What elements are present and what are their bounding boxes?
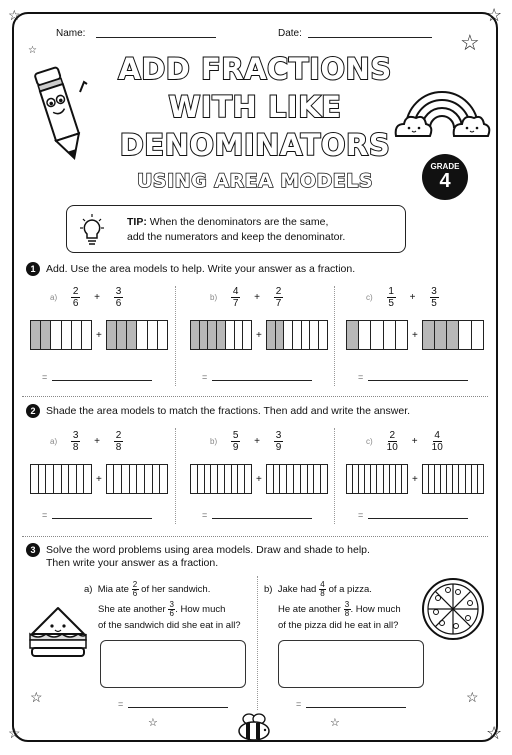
area-model-part[interactable] [160,465,167,493]
word-problem-b-line-1 [264,581,372,598]
grade-label: GRADE [430,162,460,171]
pizza-icon [420,576,486,642]
area-models [346,464,484,494]
denominator: 10 [431,442,443,453]
denominator: 8 [72,442,79,453]
column-divider [257,576,258,710]
text: . How much [175,604,226,616]
equals-sign: = [296,699,302,709]
area-model-part[interactable] [41,321,51,349]
area-model[interactable] [266,464,328,494]
area-model-part[interactable] [208,321,217,349]
numerator: 4 [320,580,325,589]
star-icon: ☆ [486,5,503,25]
area-model[interactable] [266,320,328,350]
area-model-part[interactable] [359,321,371,349]
area-model-part[interactable] [205,465,212,493]
area-model-part[interactable] [145,465,153,493]
title-line-1: ADD FRACTIONS [118,52,392,86]
text: . How much [350,604,401,616]
numerator: 3 [431,286,437,297]
numerator: 2 [115,430,122,441]
area-model-part[interactable] [301,465,308,493]
grade-number: 4 [439,170,451,192]
work-area-a[interactable] [100,640,246,688]
problem-expression [50,286,123,309]
area-model-part[interactable] [287,465,294,493]
name-label: Name: [56,28,86,39]
area-model[interactable] [106,464,168,494]
area-model-part[interactable] [302,321,311,349]
numerator: 1 [388,286,394,297]
area-model-part[interactable] [51,321,61,349]
section-divider [22,536,488,537]
bee-icon [232,712,276,742]
fraction [387,430,398,453]
equals-sign: = [358,510,364,520]
area-model-part[interactable] [243,321,251,349]
area-model-part[interactable] [235,321,244,349]
area-model-part[interactable] [347,321,359,349]
text: He ate another [278,604,344,616]
equals-sign: = [42,510,48,520]
area-model-part[interactable] [280,465,287,493]
fraction [114,286,123,309]
plus-sign: + [96,329,102,341]
area-model-part[interactable] [472,321,483,349]
cloud-icon [396,117,432,136]
title-line-3: DENOMINATORS [119,128,391,162]
lightbulb-icon [77,214,107,246]
star-icon: ☆ [148,717,158,729]
name-field[interactable] [96,37,216,38]
denominator: 8 [115,442,122,453]
area-model-part[interactable] [127,321,137,349]
plus-sign: + [94,292,100,303]
section-divider [22,396,488,397]
area-model-part[interactable] [274,465,281,493]
plus-sign: + [412,473,418,485]
area-model-part[interactable] [82,321,91,349]
area-model-part[interactable] [217,321,226,349]
answer-line[interactable] [52,518,152,519]
star-icon: ☆ [466,689,479,705]
area-models [190,464,328,494]
section-2-instruction: Shade the area models to match the fractions. Then add and write the answer. [46,405,411,417]
numerator: 2 [389,430,396,441]
area-model[interactable] [346,464,408,494]
text: Mia ate [97,584,132,596]
problem-expression [210,286,283,309]
tip-text [127,215,345,245]
numerator: 5 [232,430,239,441]
fraction [387,286,396,309]
equals-sign: = [42,372,48,382]
area-model-part[interactable] [137,465,145,493]
denominator: 9 [275,442,282,453]
area-model-part[interactable] [31,321,41,349]
area-model-part[interactable] [84,465,91,493]
answer-line-b[interactable] [306,707,406,708]
denominator: 9 [232,442,239,453]
section-2-number: 2 [26,404,40,418]
area-model-part[interactable] [371,321,383,349]
area-model[interactable] [190,320,252,350]
column-divider [175,428,176,524]
fraction [319,581,326,598]
tip-label: TIP: [127,216,147,228]
area-models [190,320,328,350]
area-model-part[interactable] [107,321,117,349]
problem-letter: b) [210,437,218,446]
numerator: 3 [115,286,122,297]
star-icon: ☆ [486,723,503,743]
title-line-2: WITH LIKE [168,90,342,124]
area-model-part[interactable] [211,465,218,493]
numerator: 3 [275,430,282,441]
column-divider [175,286,176,386]
star-icon: ☆ [30,689,43,705]
area-model-part[interactable] [267,321,276,349]
area-model-part[interactable] [447,321,459,349]
area-model[interactable] [30,464,92,494]
problem-letter: b) [210,293,218,302]
denominator: 6 [72,298,79,309]
area-model-part[interactable] [198,465,205,493]
area-model-part[interactable] [294,465,301,493]
area-model-part[interactable] [293,321,302,349]
denominator: 8 [344,609,350,618]
tip-line-2: add the numerators and keep the denominator. [127,231,346,243]
area-model-part[interactable] [191,321,200,349]
answer-line[interactable] [212,380,312,381]
equals-sign: = [202,510,208,520]
fraction [132,581,139,598]
area-model[interactable] [106,320,168,350]
answer-line[interactable] [368,380,468,381]
denominator: 8 [320,589,325,598]
plus-sign: + [94,436,100,447]
worksheet-title [100,52,410,198]
area-model-part[interactable] [321,465,327,493]
area-model-part[interactable] [148,321,158,349]
problem-letter: a) [50,293,58,302]
numerator: 3 [72,430,79,441]
area-model-part[interactable] [158,321,167,349]
denominator: 10 [386,442,398,453]
area-model-part[interactable] [226,321,235,349]
text: of a pizza. [325,584,372,596]
problem-letter: c) [366,293,373,302]
equals-sign: = [118,699,124,709]
problem-expression [210,430,283,453]
problem-letter: c) [366,437,373,446]
area-model-part[interactable] [72,321,82,349]
title-subtitle: USING AREA MODELS [136,170,374,192]
area-model[interactable] [190,464,252,494]
area-model-part[interactable] [117,321,127,349]
area-model-part[interactable] [107,465,115,493]
area-model-part[interactable] [423,321,435,349]
area-model-part[interactable] [200,321,209,349]
numerator: 4 [232,286,239,297]
denominator: 7 [275,298,282,309]
fraction [344,601,351,618]
area-model-part[interactable] [218,465,225,493]
area-model-part[interactable] [245,465,251,493]
denominator: 7 [232,298,239,309]
tip-box [66,205,406,253]
numerator: 3 [169,600,174,609]
area-model[interactable] [422,320,484,350]
plus-sign: + [254,436,260,447]
area-model-part[interactable] [77,465,85,493]
area-model-part[interactable] [459,321,471,349]
area-model-part[interactable] [384,321,396,349]
plus-sign: + [256,473,262,485]
area-model-part[interactable] [39,465,47,493]
problem-letter: a) [50,437,58,446]
answer-line-a[interactable] [128,707,228,708]
area-model-part[interactable] [191,465,198,493]
section-3-instruction-line-1: Solve the word problems using area models. Draw and shade to help. [46,544,370,556]
equals-sign: = [358,372,364,382]
plus-sign: + [96,473,102,485]
area-models [30,464,168,494]
fraction [432,430,443,453]
smiling-star-icon: ☆ [460,30,480,55]
column-divider [334,286,335,386]
numerator: 4 [434,430,440,441]
numerator: 3 [344,600,350,609]
fraction [71,286,80,309]
problem-expression [366,430,443,453]
area-models [30,320,168,350]
fraction [274,286,283,309]
area-model-part[interactable] [396,321,407,349]
section-1-instruction: Add. Use the area models to help. Write your answer as a fraction. [46,263,356,275]
word-problem-a-line-3: of the sandwich did she eat in all? [98,620,241,631]
area-model-part[interactable] [276,321,285,349]
section-3-number: 3 [26,543,40,557]
star-icon: ☆ [28,45,37,56]
area-model[interactable] [30,320,92,350]
star-icon: ☆ [8,7,21,23]
work-area-b[interactable] [278,640,424,688]
area-model-part[interactable] [435,321,447,349]
area-model-part[interactable] [62,465,70,493]
area-model-part[interactable] [69,465,77,493]
numerator: 2 [132,580,138,589]
word-problem-b-line-3: of the pizza did he eat in all? [278,620,399,631]
fraction [71,430,80,453]
area-model-part[interactable] [284,321,293,349]
numerator: 2 [275,286,282,297]
area-model-part[interactable] [54,465,62,493]
denominator: 5 [388,298,394,309]
area-model-part[interactable] [130,465,138,493]
answer-line[interactable] [52,380,152,381]
plus-sign: + [412,329,418,341]
problem-expression [50,430,123,453]
rainbow-icon [392,74,492,144]
text: She ate another [98,604,169,616]
problem-letter: a) [84,584,93,596]
sandwich-icon [26,604,90,660]
answer-line[interactable] [368,518,468,519]
area-model-part[interactable] [225,465,232,493]
area-model-part[interactable] [137,321,147,349]
area-model-part[interactable] [153,465,161,493]
fraction [430,286,439,309]
text: Jake had [277,584,319,596]
denominator: 5 [431,298,437,309]
text: of her sandwich. [138,584,211,596]
column-divider [334,428,335,524]
section-1-number: 1 [26,262,40,276]
area-model[interactable] [346,320,408,350]
area-model-part[interactable] [114,465,122,493]
problem-expression [366,286,439,309]
plus-sign: + [254,292,260,303]
area-model-part[interactable] [478,465,483,493]
pencil-mascot-icon [30,62,92,166]
star-icon: ☆ [8,725,21,741]
date-field[interactable] [308,37,432,38]
section-3-instruction-line-2: Then write your answer as a fraction. [46,557,219,569]
area-model-part[interactable] [46,465,54,493]
area-model-part[interactable] [232,465,239,493]
area-model-part[interactable] [314,465,321,493]
fraction [274,430,283,453]
date-label: Date: [278,28,302,39]
denominator: 6 [115,298,122,309]
grade-badge [422,154,468,200]
denominator: 6 [132,589,138,598]
area-model[interactable] [422,464,484,494]
area-model-part[interactable] [267,465,274,493]
area-model-part[interactable] [319,321,327,349]
area-models [346,320,484,350]
area-model-part[interactable] [402,465,407,493]
numerator: 2 [72,286,79,297]
equals-sign: = [202,372,208,382]
word-problem-a-line-1 [84,581,210,598]
area-model-part[interactable] [310,321,319,349]
word-problem-a-line-2 [98,601,225,618]
fraction [114,430,123,453]
area-model-part[interactable] [122,465,130,493]
area-model-part[interactable] [238,465,245,493]
area-model-part[interactable] [62,321,72,349]
star-icon: ☆ [330,717,340,729]
denominator: 6 [169,609,174,618]
plus-sign: + [411,436,418,447]
problem-letter: b) [264,584,273,596]
plus-sign: + [256,329,262,341]
plus-sign: + [409,292,416,303]
area-model-part[interactable] [308,465,315,493]
tip-line-1: When the denominators are the same, [146,216,329,228]
fraction [231,430,240,453]
fraction [231,286,240,309]
answer-line[interactable] [212,518,312,519]
word-problem-b-line-2 [278,601,401,618]
area-model-part[interactable] [31,465,39,493]
